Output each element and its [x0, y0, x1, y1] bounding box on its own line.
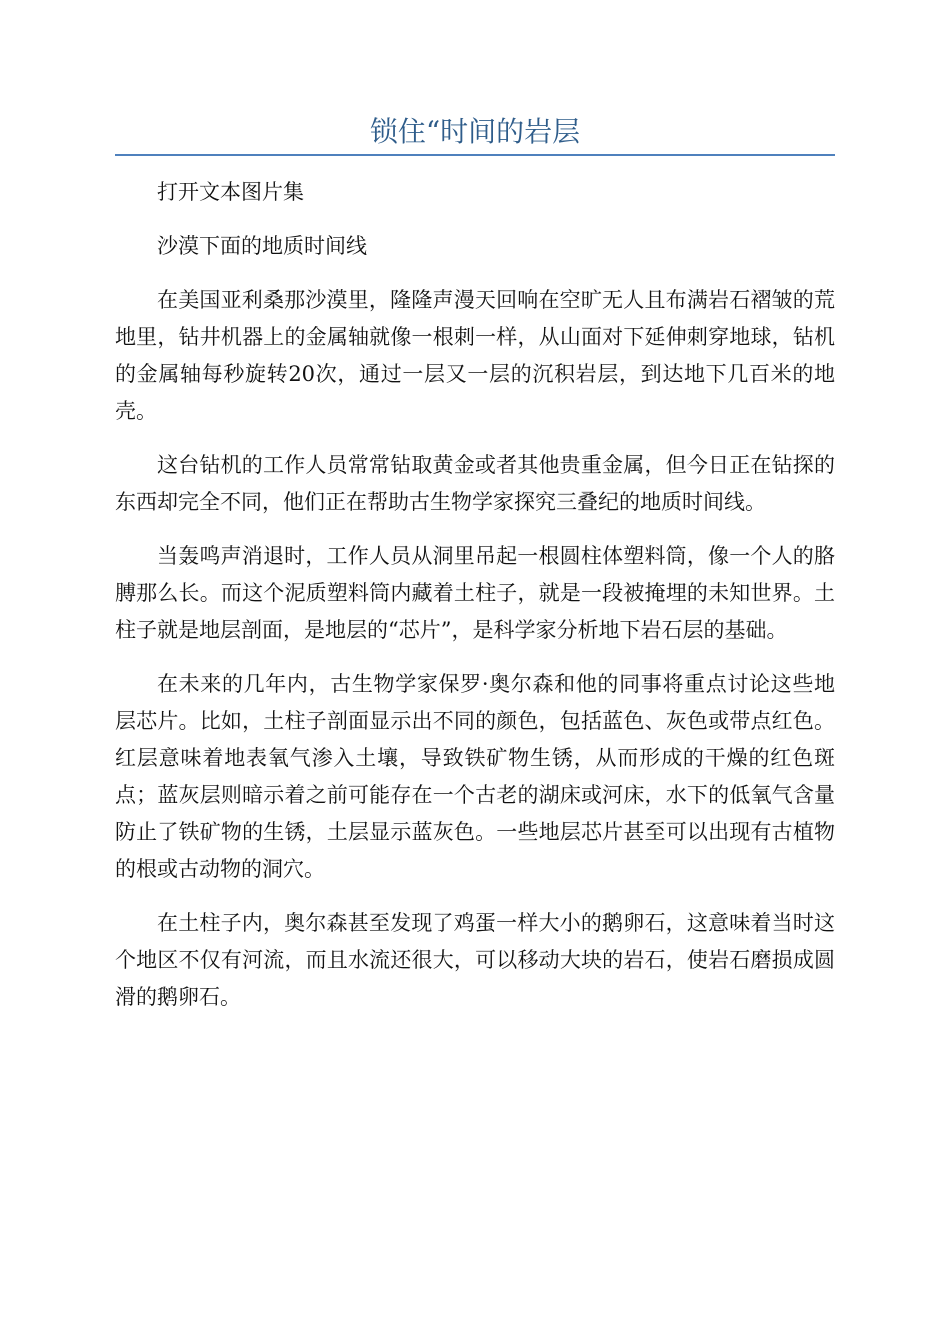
paragraph-5: 在土柱子内，奥尔森甚至发现了鸡蛋一样大小的鹅卵石，这意味着当时这个地区不仅有河流，而且水流还很大，可以移动大块的岩石，使岩石磨损成圆滑的鹅卵石。	[115, 911, 835, 1009]
paragraph-gallery-link: 打开文本图片集	[157, 180, 304, 204]
paragraph-3: 当轰鸣声消退时，工作人员从洞里吊起一根圆柱体塑料筒，像一个人的胳膊那么长。而这个泥质塑料筒内藏着土柱子，就是一段被掩埋的未知世界。土柱子就是地层剖面，是地层的“芯片”，是科学家分析地下岩石层的基础。	[115, 544, 835, 642]
paragraph-2: 这台钻机的工作人员常常钻取黄金或者其他贵重金属，但今日正在钻探的东西却完全不同，他们正在帮助古生物学家探究三叠纪的地质时间线。	[115, 453, 835, 514]
document-title: 锁住“时间的岩层	[369, 115, 581, 148]
title-underline-rule	[115, 154, 835, 156]
paragraph-4: 在未来的几年内，古生物学家保罗·奥尔森和他的同事将重点讨论这些地层芯片。比如，土柱子剖面显示出不同的颜色，包括蓝色、灰色或带点红色。红层意味着地表氧气渗入土壤，导致铁矿物生锈，从而形成的干燥的红色斑点；蓝灰层则暗示着之前可能存在一个古老的湖床或河床，水下的低氧气含量防止了铁矿物的生锈，土层显示蓝灰色。一些地层芯片甚至可以出现有古植物的根或古动物的洞穴。	[115, 672, 835, 881]
document-body	[115, 174, 835, 1033]
paragraph-1: 在美国亚利桑那沙漠里，隆隆声漫天回响在空旷无人且布满岩石褶皱的荒地里，钻井机器上的金属轴就像一根刺一样，从山面对下延伸刺穿地球，钻机的金属轴每秒旋转20次，通过一层又一层的沉积岩层，到达地下几百米的地壳。	[115, 288, 835, 423]
paragraph-subheading: 沙漠下面的地质时间线	[157, 234, 367, 258]
